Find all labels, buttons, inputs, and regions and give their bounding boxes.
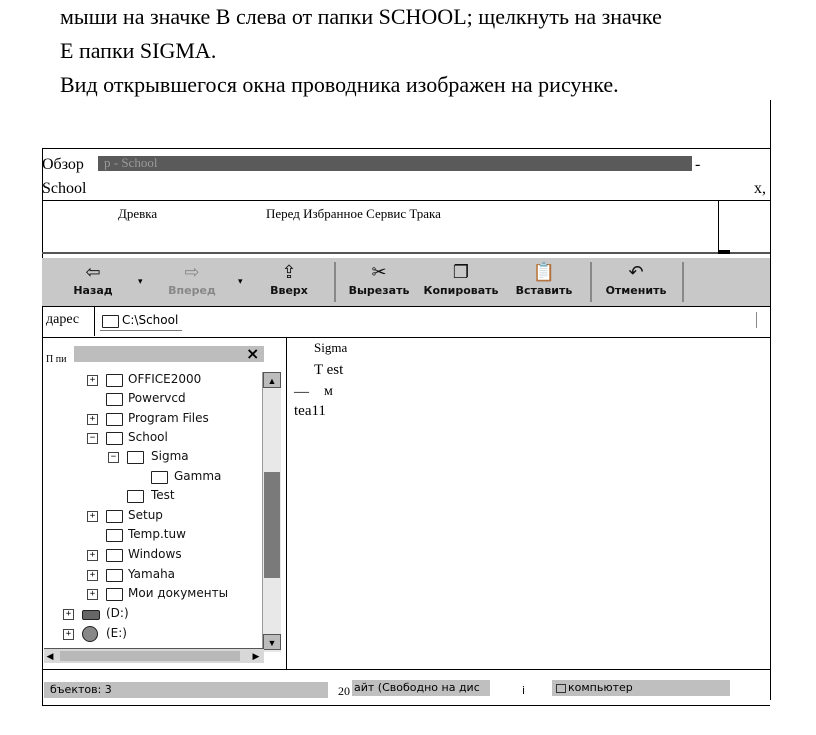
computer-icon: [556, 684, 566, 693]
content-item-sigma[interactable]: Sigma: [314, 340, 348, 355]
tree-panel-title: П пи: [46, 354, 67, 365]
menu-bottom-line: [42, 252, 770, 254]
address-value: C:\School: [122, 313, 179, 327]
folder-icon: [106, 374, 123, 387]
frame-left-line: [42, 148, 43, 706]
scroll-h-thumb[interactable]: [60, 651, 240, 661]
scroll-up-icon[interactable]: ▲: [263, 372, 281, 388]
scissors-icon: ✂: [371, 262, 387, 283]
content-item-teall[interactable]: tea11: [294, 403, 326, 419]
menu-right-line: [718, 200, 719, 252]
expand-icon[interactable]: +: [63, 609, 74, 620]
toolbar-separator-3: [682, 262, 684, 302]
paste-button-label: Вставить: [515, 284, 573, 297]
back-button-label: Назад: [73, 284, 113, 297]
cut-button[interactable]: [344, 262, 414, 297]
tree-item-office2000[interactable]: OFFICE2000: [128, 372, 202, 386]
collapse-icon[interactable]: −: [108, 452, 119, 463]
paste-icon: 📋: [532, 262, 556, 283]
page-number: 20: [338, 684, 350, 698]
expand-icon[interactable]: +: [87, 570, 98, 581]
folder-icon: [127, 490, 144, 503]
folder-icon: [106, 510, 123, 523]
address-input[interactable]: [100, 311, 756, 331]
forward-arrow-icon: ⇨: [184, 262, 200, 283]
folder-icon: [106, 393, 123, 406]
collapse-icon[interactable]: −: [87, 433, 98, 444]
content-item-m: м: [324, 384, 333, 399]
drive-icon: [82, 610, 100, 620]
scroll-thumb[interactable]: [264, 472, 280, 578]
copy-icon: ❐: [452, 262, 470, 283]
forward-button[interactable]: [166, 262, 218, 297]
window-title-name: School: [42, 180, 87, 197]
tree-item-my-documents[interactable]: Мои документы: [128, 586, 229, 600]
expand-icon[interactable]: +: [87, 550, 98, 561]
address-underline: [100, 330, 182, 331]
status-separator: i: [522, 684, 526, 697]
tree-item-yamaha[interactable]: Yamaha: [128, 567, 176, 581]
up-folder-icon: ⇪: [281, 262, 297, 283]
address-bottom-line: [42, 337, 770, 338]
tree-item-temp[interactable]: Temp.tuw: [128, 527, 186, 541]
folder-icon: [151, 471, 168, 484]
tree-panel-right-line: [286, 337, 287, 669]
undo-icon: ↶: [628, 262, 644, 283]
paragraph-line-2: Е папки SIGMA.: [60, 38, 217, 63]
copy-button[interactable]: [422, 262, 500, 297]
tree-panel-close-icon[interactable]: ×: [246, 344, 260, 363]
address-top-line: [42, 306, 770, 307]
paragraph-line-3: Вид открывшегося окна проводника изображен на рисунке.: [60, 72, 619, 97]
undo-button-label: Отменить: [605, 284, 667, 297]
cut-button-label: Вырезать: [348, 284, 410, 297]
tree-item-gamma[interactable]: Gamma: [174, 469, 222, 483]
tree-item-powervcd[interactable]: Powervcd: [128, 391, 186, 405]
status-computer: компьютер: [568, 681, 633, 694]
status-free-space: айт (Свободно на дис: [354, 681, 480, 694]
up-button[interactable]: [264, 262, 314, 297]
forward-button-label: Вперед: [168, 284, 216, 297]
back-dropdown-icon[interactable]: ▾: [138, 276, 143, 286]
status-objects: бъектов: 3: [50, 683, 112, 696]
address-folder-icon: [102, 315, 119, 328]
scroll-left-icon[interactable]: ◀: [46, 651, 54, 661]
expand-icon[interactable]: +: [87, 375, 98, 386]
tree-item-setup[interactable]: Setup: [128, 508, 163, 522]
tree-vertical-scrollbar[interactable]: [262, 372, 281, 652]
tree-item-drive-e[interactable]: (E:): [106, 626, 127, 640]
menu-items-rest[interactable]: Перед Избранное Сервис Трака: [266, 206, 441, 221]
undo-button[interactable]: [598, 262, 674, 297]
back-arrow-icon: ⇦: [85, 262, 101, 283]
cd-drive-icon: [82, 626, 98, 642]
open-folder-icon: [106, 432, 123, 445]
content-item-test[interactable]: T est: [314, 362, 344, 378]
expand-icon[interactable]: +: [87, 589, 98, 600]
toolbar-separator-1: [334, 262, 336, 302]
paragraph-line-1: мыши на значке В слева от папки SCHOOL; щелкнуть на значке: [60, 4, 662, 29]
title-bar-background: [98, 156, 692, 171]
expand-icon[interactable]: +: [87, 511, 98, 522]
forward-dropdown-icon[interactable]: ▾: [238, 276, 243, 286]
close-icon[interactable]: x,: [754, 180, 766, 197]
scroll-down-icon[interactable]: ▼: [263, 634, 281, 650]
title-faded-text: p - School: [104, 155, 158, 170]
expand-icon[interactable]: +: [63, 629, 74, 640]
status-top-line: [42, 669, 770, 670]
menu-corner-mark: [718, 250, 730, 254]
title-bottom-line: [42, 200, 770, 201]
tree-item-school[interactable]: School: [128, 430, 168, 444]
frame-right-line-top: [770, 100, 771, 700]
back-button[interactable]: [70, 262, 116, 297]
tree-item-test[interactable]: Test: [151, 488, 175, 502]
window-title-label: Обзор: [42, 156, 84, 173]
documents-folder-icon: [106, 588, 123, 601]
address-label: дарес: [46, 312, 80, 327]
folder-icon: [106, 529, 123, 542]
menu-item-drevka[interactable]: Древка: [118, 206, 158, 221]
folder-icon: [106, 569, 123, 582]
folder-icon: [106, 549, 123, 562]
tree-item-drive-d[interactable]: (D:): [106, 606, 129, 620]
paste-button[interactable]: [508, 262, 580, 297]
tree-horizontal-scrollbar[interactable]: [44, 648, 264, 663]
tree-item-sigma[interactable]: Sigma: [151, 449, 189, 463]
address-end-tick: [756, 312, 757, 328]
title-dash: -: [695, 156, 701, 173]
folder-icon: [127, 451, 144, 464]
copy-button-label: Копировать: [423, 284, 499, 297]
folder-icon: [106, 413, 123, 426]
tree-item-windows[interactable]: Windows: [128, 547, 182, 561]
up-button-label: Вверх: [270, 284, 308, 297]
scroll-right-icon[interactable]: ▶: [252, 651, 260, 661]
content-item-dash: —: [294, 384, 309, 400]
tree-panel-header: [74, 346, 264, 362]
tree-item-program-files[interactable]: Program Files: [128, 411, 209, 425]
frame-top-line: [42, 148, 770, 149]
address-divider: [94, 306, 95, 336]
frame-bottom-line: [42, 705, 770, 706]
toolbar-separator-2: [590, 262, 592, 302]
expand-icon[interactable]: +: [87, 414, 98, 425]
